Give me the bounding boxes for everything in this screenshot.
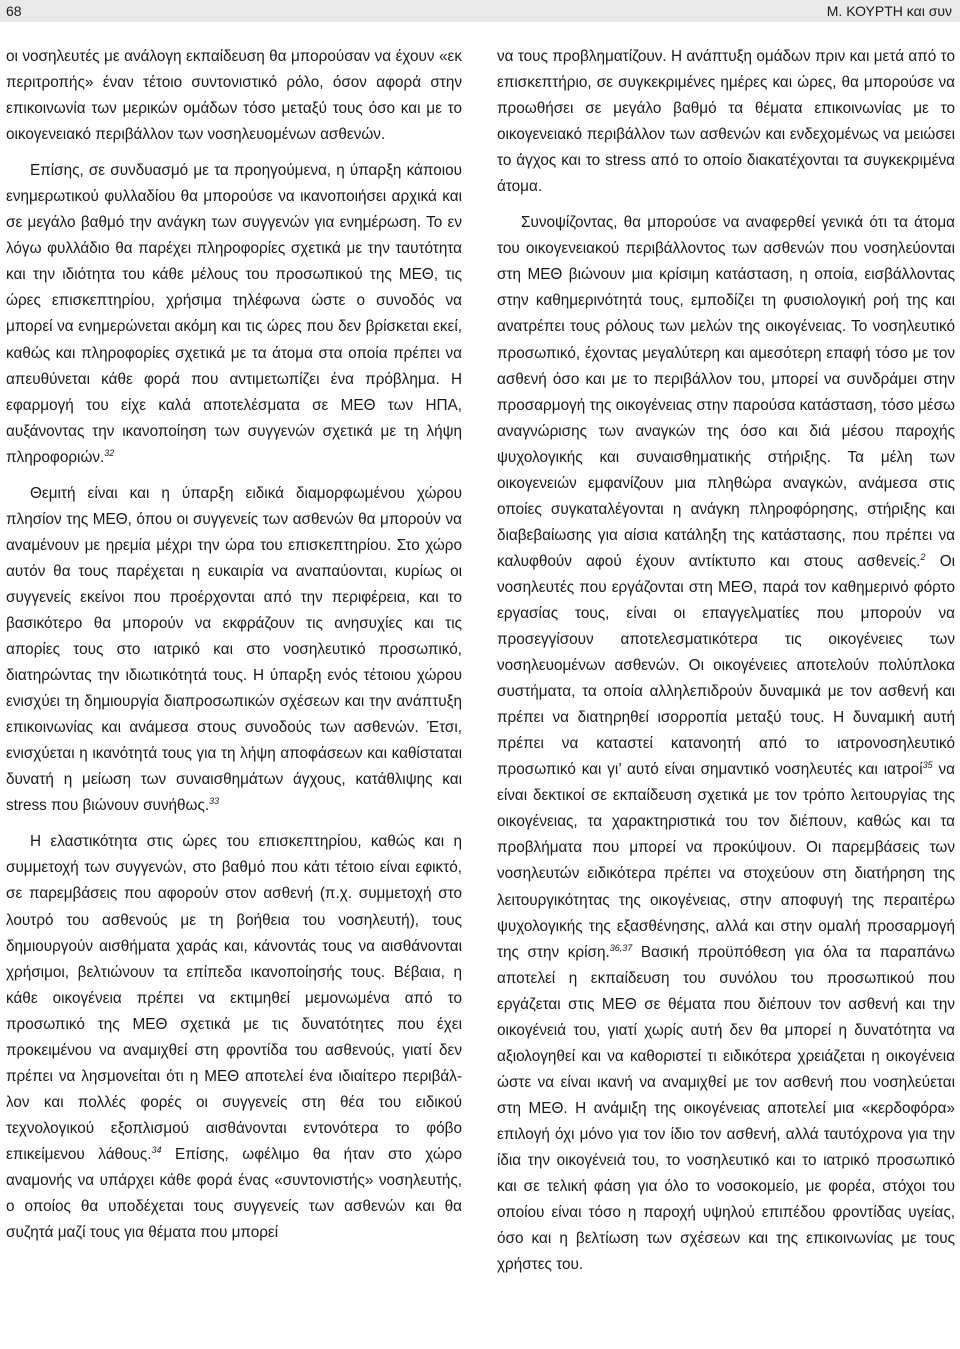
citation-ref: 36,37 <box>609 942 633 953</box>
citation-ref: 35 <box>922 760 933 771</box>
paragraph: να τους προβληματίζουν. Η ανάπτυξη ομάδων πριν και μετά από το επισκεπτήριο, σε συγκεκριμένες ημέρες και ώρες, θα μπορούσε να προωθήσει σε μεγάλο βαθμό τα θέματα επικοινωνίας με το οικογενειακό περιβάλλον των ασθενών και ενδεχομένως να μειώσει το άγχος και το stress από το οποίο διακατέχονται τα συγκεκριμένα άτομα. <box>497 48 955 196</box>
running-head: Μ. ΚΟΥΡΤΗ και συν <box>826 3 952 19</box>
citation-ref: 2 <box>920 551 926 562</box>
page-number: 68 <box>6 3 22 19</box>
paragraph: οι νοσηλευτές με ανάλογη εκπαίδευση θα μπορούσαν να έχουν «εκ περιτροπής» έναν τέτοιο συντονιστικό ρόλο, όσον αφορά στην επικοινωνία των μερικών ομάδων τόσο μεταξύ τους όσο και με το οικογενειακό περιβάλλον των νοσηλευομένων ασθενών. <box>6 48 462 144</box>
page-header <box>0 0 960 22</box>
paragraph: Θεμιτή είναι και η ύπαρξη ειδικά διαμορφωμένου χώρου πλησίον της ΜΕΘ, όπου οι συγγενείς των ασθενών θα μπορούν να αναμένουν με ηρεμία μέχρι την ώρα του επισκεπτηρίου. Στο χώρο αυτόν θα τους παρέχεται η ευκαιρία να αναπαύονται, κυρίως οι συγγενείς εκείνοι που προέρχονται από την περιφέρεια, και το βασικότερο θα μπορούν να εκφράζουν τις ανησυχίες και τις απορίες τους στο ιατρικό και στο νοσηλευτικό προσωπικό, διατηρώντας την ιδιωτικότητά τους. Η ύπαρξη ενός τέτοιου χώρου ενισχύει τη δημιουργία διαπροσωπικών σχέσεων και την ανάπτυξη επικοινωνίας και ανάμεσα στους συνοδούς των ασθενών. Έτσι, ενισχύεται η ικανότητά τους για τη λήψη αποφάσεων και καθίσταται δυνατή η μείωση των συναισθημάτων άγχους, κατάθλιψης και stress που βιώνουν συνήθως.$^{33}$ <box>6 484 462 815</box>
citation-ref: 32 <box>104 447 115 458</box>
paragraph: Η ελαστικότητα στις ώρες του επισκεπτηρίου, καθώς και η συμμετοχή των συγγενών, στο βαθμό που κάτι τέτοιο είναι εφικτό, σε παρεμβάσεις που αφορούν στον ασθενή (π.χ. συμμετοχή στο λουτρό του ασθενούς με τη βοήθεια του νοσηλευτή), τους δημιουργούν αισθήματα χαράς και, κάνοντάς τους να αισθάνονται χρήσιμοι, βελτιώνουν τα επίπεδα ικανοποίησής τους. Βέβαια, η κάθε οικογένεια πρέπει να εκτιμηθεί μεμονωμένα από το προσωπικό της ΜΕΘ σχετικά με τις δυνατότητες που έχει προκειμένου να αναμιχθεί στη φροντίδα του ασθενούς, γιατί δεν πρέπει να λησμονείται ότι η ΜΕΘ αποτελεί ένα ιδιαίτερο περιβάλλον και πολλές φορές οι συγγενείς στη θέα του ειδικού τεχνολογικού εξοπλισμού αισθάνονται εντονότερα το φόβο επικείμενου λάθους.$^{34}$ Επίσης, ωφέλιμο θα ήταν στο χώρο αναμονής να υπάρχει κάθε φορά ένας «συντονιστής» νοσηλευτής, ο οποίος θα υποδέχεται τους συγγενείς των ασθενών και θα συζητά μαζί τους για θέματα που μπορεί <box>6 833 462 1242</box>
left-column <box>6 44 462 1246</box>
citation-ref: 34 <box>151 1144 162 1155</box>
paragraph: Επίσης, σε συνδυασμό με τα προηγούμενα, η ύπαρξη κάποιου ενημερωτικού φυλλαδίου θα μπορούσε να ικανοποιήσει αρχικά και σε μεγάλο βαθμό την ανάγκη των συγγενών για ενημέρωση. Το εν λόγω φυλλάδιο θα παρέχει πληροφορίες σχετικά με την ταυτότητα και την ιδιότητα του κάθε μέλους του προσωπικού της ΜΕΘ, τις ώρες επισκεπτηρίου, χρήσιμα τηλέφωνα ώστε ο συνοδός να μπορεί να ενημερώνεται ακόμη και τις ώρες που δεν βρίσκεται εκεί, καθώς και πληροφορίες σχετικά με τα άτομα στα οποία πρέπει να απευθύνεται κάθε φορά που αντιμετωπίζει ένα πρόβλημα. Η εφαρμογή του είχε καλά αποτελέσματα σε ΜΕΘ των ΗΠΑ, αυξάνοντας την ικανοποίηση των συγγενών σχετικά με τη λήψη πληροφοριών.$^{32}$ <box>6 162 462 466</box>
citation-ref: 33 <box>209 796 220 807</box>
right-column <box>497 44 955 1278</box>
paragraph: Συνοψίζοντας, θα μπορούσε να αναφερθεί γενικά ότι τα άτομα του οικογενειακού περιβάλλοντος των ασθενών που νοσηλεύονται στη ΜΕΘ βιώνουν μια κρίσιμη κατάσταση, η οποία, εισβάλλοντας στην καθημερινότητά τους, εμποδίζει τη φυσιολογική ροή της και ανατρέπει τους ρόλους των μελών της οικογένειας. Το νοσηλευτικό προσωπικό, έχοντας μεγαλύτερη και αμεσότερη επαφή τόσο με τον ασθενή όσο και με το περιβάλλον του, μπορεί να συνδράμει στην προσαρμογή της οικογένειας στην παρούσα κατάσταση, τόσο μέσω αναγνώρισης των αναγκών της όσο και διά μέσου παροχής ψυχολογικής και συναισθηματικής στήριξης. Τα μέλη των οικογενειών εμφανίζουν μια πληθώρα αναγκών, ανάμεσα στις οποίες συγκαταλέγονται η ανάγκη πληροφόρησης, στήριξης και διαβεβαίωσης για αίσια κατάληξη της κατάστασης, που πρέπει να καλυφθούν αφού έχουν αντίκτυπο και στους ασθενείς.$^2$ Οι νοσηλευτές που εργάζονται στη ΜΕΘ, παρά τον καθημερινό φόρτο εργασίας τους, είναι οι επαγγελματίες που μπορούν να προσεγγίσουν αποτελεσματικότερα τις οικογένειες των νοσηλευομένων ασθενών. Οι οικογένειες αποτελούν πολύπλοκα συστήματα, τα οποία αλληλεπιδρούν δυναμικά με τον ασθενή και πρέπει να διατηρηθεί ισορροπία μεταξύ τους. Η δυναμική αυτή πρέπει να καταστεί κατανοητή από το ιατρονοσηλευτικό προσωπικό και γι’ αυτό είναι σημαντικό νοσηλευτές και ιατροί$^{35}$ να είναι δεκτικοί σε εκπαίδευση σχετικά με τον τρόπο λειτουργίας της οικογένειας, τα χαρακτηριστικά του τον διέπουν, καθώς και τα προβλήματα που μπορεί να προκύψουν. Οι παρεμβάσεις των νοσηλευτών ειδικότερα πρέπει να στοχεύουν στη διατήρηση της λειτουργικότητας της οικογένειας, στην αποφυγή της περαιτέρω ψυχολογικής της εξασθένησης, αλλά και στην ομαλή προσαρμογή της στην κρίση.$^{36,37}$ Βασική προϋπόθεση για όλα τα παραπάνω αποτελεί η εκπαίδευση του συνόλου του προσωπικού που εργάζεται στις ΜΕΘ σε θέματα που διέπουν τον ασθενή και την οικογένειά του, γιατί χωρίς αυτή δεν θα μπορεί η δυνατότητα να αξιολογηθεί και να καθοριστεί τι ειδικότερα χρειάζεται η οικογένεια ώστε να είναι ικανή να αναμιχθεί με τον ασθενή που νοσηλεύεται στη ΜΕΘ. Η ανάμιξη της οικογένειας αποτελεί μια «κερδοφόρα» επιλογή όχι μόνο για τον ίδιο τον ασθενή, αλλά ταυτόχρονα για την ίδια την οικογένειά του, το νοσηλευτικό και το ιατρικό προσωπικό και σε τελική φάση για όλο το νοσοκομείο, με φορέα, στόχοι του οποίου είναι τόσο η παροχή υψηλού επιπέδου φροντίδας υγείας, όσο και η βελτίωση των σχέσεων και της επικοινωνίας με τους χρήστες του. <box>497 214 956 1274</box>
